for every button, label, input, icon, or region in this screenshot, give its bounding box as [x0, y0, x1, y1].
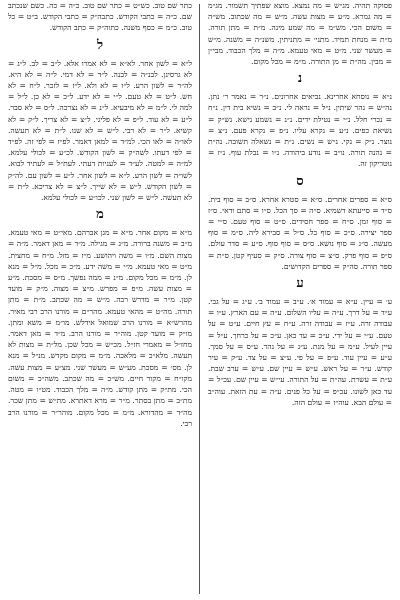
letter-heading-lamed: ל [96, 37, 104, 53]
letter-heading-ayin: ע [296, 276, 304, 292]
left-column [8, 0, 192, 594]
entry-paragraph: ע׳ = עיין. ע״א = עמוד א׳. ע״ב = עמוד ב׳. ע״ג = על גבי. ע״ד = על דרך. ע״ה = עליו השלום. ע״ה = עם הארץ. ע״ו = עבודה זרה. ע״ז = עבודה זרה. ע״ח = עץ חיים. ע״ט = על טעם. ע״י = על ידי. ע״כ = עד כאן. ע״כ = על כרחך. ע״ל = עיין לעיל. ע״מ = על מנת. ע״נ = על נהר. ע״ס = על סמך. ע״ע = עיין עוד. ע״פ = על פי. ע״צ = על צד. ע״ק = עיר קודש. ע״ר = על ראש. ע״ש = עיין שם. ע״ש = ערב שבת. ע״ת = עשרת. עה״ת = על התורה. עי״ש = עיין שם. עכ״ל = עד כאן לשונו. עכ״פ = על כל פנים. ע״ה = עת הזאת. עוה״ב = עולם הבא. עוה״ז = עולם הזה. [208, 297, 392, 407]
entry-paragraph: כתר שם טוב. כש״ט = כתר שם טוב. כ״ה = כה. כשם שנכתב שם. כ״ה = כתבי הקודש. כתבה״ק = כתבי הקודש. ב״ט = כל טוב. כ״מ = כסף משנה. כתוה״ק = כתב הקודש. [8, 1, 192, 33]
letter-heading-samekh: ס [296, 173, 304, 189]
entry-paragraph: נ״א = נוסחא אחרינא. נביאים אחרונים. נ״ר = נאמר ר׳ נתן. נה״ש = נהר שיתין. נ״ל = נראה לי. נ״ב = נשיא בית דין. נ״ח = נכרי חלל. נ״י = נטילת ידים. נ״נ = נשמע נישא. נש״ק = נשיאת כפים. נ״ע = נקרא עליו. נ״פ = נקרא פעם. נ״צ = נוצר. נ״ק = נקי. נ״ש = נשים. נ״ת = נשאלה תשובה. נה״ת = נהנה תורה. נו״ב = נודע ביהודה. נ״ו = נבלת עוף. נ״ז = נוטריקון זה. [208, 92, 392, 169]
letter-heading-mem: מ [96, 207, 104, 223]
entry-paragraph: ל״א = לשון אחר. לא״א = לא אמרו אלא. ל״ב = לב. ל״ג = לא גרסינן. לבנ״ה = לבנה. ל״ד = לא דמי. ל״ה = לא היא. לה״ר = לשון הרע. ל״ו = לא ולא. ל״ז = לזכר. ל״ח = לא חש. ל״ט = לא טעם. ל״י = לא ידע. ל״כ = לא כן. ל״ל = למה לי. ל״מ = לא מיבעיא. ל״נ = לא נצרכה. ל״ס = לא סבר. ל״ע = לא עוד. ל״פ = לא פליגי. ל״צ = לא צריך. ל״ק = לא קשיא. ל״ר = לא רבי. ל״ש = לא שנו. ל״ת = לא תעשה. לאו״ה = לאו הכי. למ״ד = למאן דאמר. לפ״ז = לפי זה. לפ״ד = לפי דעתו. לשה״ק = לשון הקודש. לכ״ע = לכולי עלמא. למ״ה = למטה. לע״ד = לעניות דעתי. לעת״ל = לעתיד לבוא. לשו״ה = לשון הרע. ל״א = לשון אחר. ל״ע = לשון עם. לה״ק = לשון הקודש. ל״ש = לא שייך. ל״צ = לא צריכא. ל״ת = לא תעשה. ל״ש = לשון שני. לכו״ע = לכולי עלמא. [8, 58, 192, 203]
entry-paragraph: מ״א = מקום אחר. מ״א = מגן אברהם. מאי״ט = מאי טעמא. מ״ב = משנה ברורה. מ״ג = מגילה. מ״ד = מאן דאמר. מ״ה = מצות השם. מ״ו = משה ויהושע. מ״ז = מזל. מ״ח = מחצית. מ״ט = מאי טעמא. מ״י = משה ידע. מ״כ = מכל. מ״ל = מנא לן. מ״מ = מכל מקום. מ״נ = ממה נפשך. מ״ס = מסכת. מ״ע = מצות עשה. מ״פ = מפרש. מ״צ = מצוה. מ״ק = מועד קטן. מ״ר = מדרש רבה. מ״ש = מה שכתב. מ״ת = מתן תורה. מה״ט = מהאי טעמא. מהר״ם = מורנו הרב רבי מאיר. מהרש״א = מורנו הרב שמואל אידלש. מו״מ = משא ומתן. מו״ק = מועד קטן. מוה״ר = מורנו הרב. מ״ד = מאן דאמר. מחז״ל = מאמרי חז״ל. מכ״ש = מכל שכן. מל״ת = מצות לא תעשה. מלא״כ = מלאכה. מ״מ = מקום מקדש. מנ״ל = מנא לן. מס׳ = מסכת. מע״ש = מעשר שני. מצ״ע = מצות עשה. מקו״ח = מקור חיים. מש״כ = מה שכתב. משה״כ = משום הכי. מת״ק = מתן קודש. מ״ה = מלך הכבוד. מט״ו = מטה. מת״ב = מתן בסתר. מ״ר = מרא דאתרא. מת״ש = מתן שכר. מה״ד = מהדורא. מ״מ = מכל מקום. מוהר״ר = מורנו הרב רבי. [8, 228, 192, 428]
entry-paragraph: ס״א = ספרים אחרים. ס״א = סטרא אחרא. ס״ב = סוף בית. ס״ד = סייעתא דשמיא. ס״ה = סך הכל. ס״ו = סתם ודאי. ס״ז = סוף זמן. ס״ח = ספר חסידים. ס״ט = סוף טעם. ס״י = ספר יצירה. ס״כ = סוף כל. ס״ל = סבירא ליה. ס״מ = סוף מעשה. ס״נ = סוף נושא. ס״ס = סוף סוף. ס״ע = סדר עולם. ס״פ = סוף פרק. ס״צ = סוף צורה. ס״ק = סעיף קטן. ס״ת = ספר תורה. סה״ק = ספרים הקדושים. [208, 194, 392, 271]
column-divider [199, 4, 200, 594]
letter-heading-nun: נ [297, 71, 303, 87]
right-column [208, 0, 392, 594]
entry-paragraph: פסוקה תהיה. מג״ש = מה נמצא. מוצא שפתיך תשמור. מג״מ = מה גמרא. מ״ע = מצות עשה. מ״ש = מה שכתוב. מש״ה = משום הכי. מש״מ = מה שמע מינה. מ״ת = מתן תורה. מ״ת = מנחת תמיד. מתני׳ = מתניתין. משנ״ה = משנה. מ״ש = מעשר שני. מ״ט = מאי טעמא. מ״ה = מלך הכבוד. מבי״ן = מבין. מה״ת = מן התורה. מ״מ = מכל מקום. [208, 1, 392, 67]
